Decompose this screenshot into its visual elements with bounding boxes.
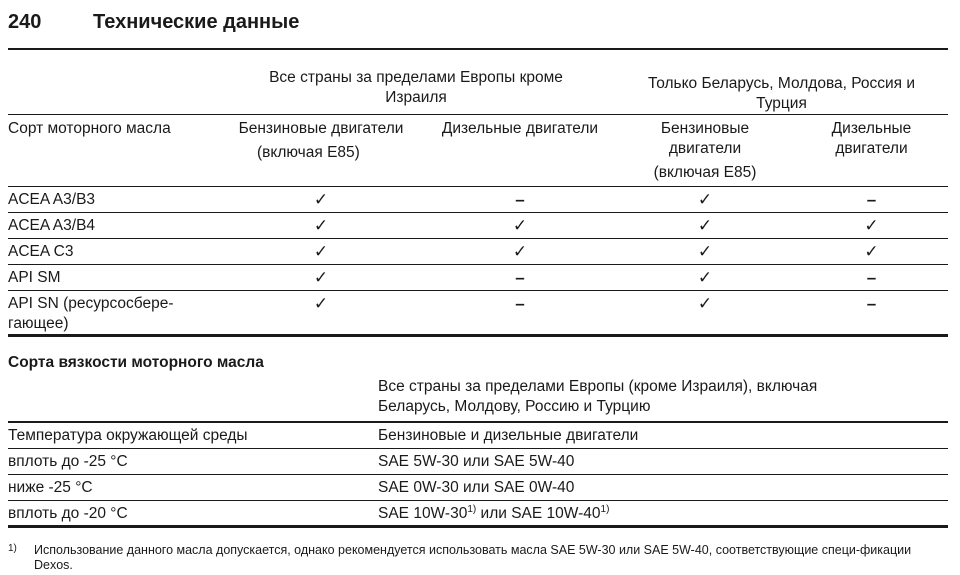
grade-separator: или xyxy=(476,504,512,522)
check-diesel-russia: ✓ xyxy=(795,213,948,239)
check-petrol-russia: ✓ xyxy=(615,291,795,336)
check-petrol-russia: ✓ xyxy=(615,187,795,213)
col-petrol-europe-note: (включая E85) xyxy=(257,144,360,161)
table-row xyxy=(8,291,948,336)
oil-grade-name: API SM xyxy=(8,265,217,291)
oil-grade-label: Сорт моторного масла xyxy=(8,115,217,187)
grade-a: SAE 5W-30 xyxy=(378,452,459,470)
oil-grade-name: ACEA C3 xyxy=(8,239,217,265)
page-title: Технические данные xyxy=(93,11,300,33)
table-row xyxy=(8,213,948,239)
col-diesel-russia xyxy=(795,115,948,187)
viscosity-column-header xyxy=(8,422,948,448)
col-diesel-europe: Дизельные двигатели xyxy=(425,115,615,187)
check-petrol-europe: ✓ xyxy=(217,265,425,291)
group-russia-text: Только Беларусь, Молдова, Россия и Турция xyxy=(647,75,916,112)
check-diesel-russia: – xyxy=(795,291,948,336)
check-petrol-europe: ✓ xyxy=(217,291,425,336)
grade-a-note: 1) xyxy=(467,503,477,515)
viscosity-group-header-cell xyxy=(378,375,948,422)
check-diesel-europe: – xyxy=(425,265,615,291)
viscosity-group-header xyxy=(8,375,948,422)
grade-b: SAE 0W-40 xyxy=(493,478,575,496)
temp-value: вплоть до -20 °C xyxy=(8,500,378,526)
viscosity-group-header-text: Все страны за пределами Европы (кроме Израиля), включая Беларусь, Молдову, Россию и Турцию xyxy=(378,378,818,415)
footnote-mark: 1) xyxy=(8,543,17,554)
group-header-russia xyxy=(615,64,948,115)
check-petrol-europe: ✓ xyxy=(217,187,425,213)
viscosity-table xyxy=(8,375,948,528)
table-row xyxy=(8,474,948,500)
group-header-europe xyxy=(217,64,615,115)
oil-grade-name: ACEA A3/B3 xyxy=(8,187,217,213)
temp-value: ниже -25 °C xyxy=(8,474,378,500)
grade-b: SAE 10W-40 xyxy=(511,504,601,522)
table-row xyxy=(8,448,948,474)
footnote xyxy=(8,543,948,573)
oil-spec-column-header xyxy=(8,115,948,187)
oil-grade-name xyxy=(8,291,217,336)
grade-a: SAE 10W-30 xyxy=(378,504,468,522)
check-diesel-russia: ✓ xyxy=(795,239,948,265)
check-petrol-russia: ✓ xyxy=(615,239,795,265)
page-number: 240 xyxy=(8,11,42,33)
check-diesel-europe: – xyxy=(425,187,615,213)
check-diesel-russia: – xyxy=(795,265,948,291)
col-ambient-temp: Температура окружающей среды xyxy=(8,422,378,448)
table-row xyxy=(8,500,948,526)
check-diesel-europe: ✓ xyxy=(425,213,615,239)
grade-a: SAE 0W-30 xyxy=(378,478,459,496)
grade-value xyxy=(378,474,948,500)
oil-grade-name-text: API SN (ресурсосбере-гающее) xyxy=(8,295,174,332)
col-petrol-europe-text: Бензиновые двигатели xyxy=(238,120,404,137)
grade-b: SAE 5W-40 xyxy=(493,452,575,470)
table-row xyxy=(8,187,948,213)
col-engines: Бензиновые и дизельные двигатели xyxy=(378,422,948,448)
temp-value: вплоть до -25 °C xyxy=(8,448,378,474)
viscosity-header-empty xyxy=(8,375,378,422)
col-petrol-russia-note: (включая E85) xyxy=(653,164,757,181)
oil-spec-group-header xyxy=(8,64,948,115)
col-petrol-europe xyxy=(217,115,425,187)
table-row xyxy=(8,239,948,265)
grade-value xyxy=(378,448,948,474)
col-diesel-russia-text: Дизельные двигатели xyxy=(831,120,912,157)
check-petrol-russia: ✓ xyxy=(615,213,795,239)
check-diesel-europe: – xyxy=(425,291,615,336)
col-petrol-russia-text: Бензиновые двигатели xyxy=(660,120,750,157)
oil-spec-table xyxy=(8,64,948,337)
group-europe-text: Все страны за пределами Европы кроме Израиля xyxy=(269,69,563,106)
check-diesel-russia: – xyxy=(795,187,948,213)
check-petrol-russia: ✓ xyxy=(615,265,795,291)
check-diesel-europe: ✓ xyxy=(425,239,615,265)
grade-separator: или xyxy=(458,452,494,470)
check-petrol-europe: ✓ xyxy=(217,213,425,239)
grade-value xyxy=(378,500,948,526)
oil-grade-name: ACEA A3/B4 xyxy=(8,213,217,239)
check-petrol-europe: ✓ xyxy=(217,239,425,265)
footnote-text: Использование данного масла допускается, однако рекомендуется использовать масла SAE 5W-30 или SAE 5W-40, соответствующие специ-фикации Dexos. xyxy=(34,543,912,572)
grade-separator: или xyxy=(458,478,494,496)
viscosity-section-title: Сорта вязкости моторного масла xyxy=(8,354,264,371)
page-header xyxy=(8,6,948,50)
col-petrol-russia xyxy=(615,115,795,187)
group-header-empty xyxy=(8,64,217,115)
grade-b-note: 1) xyxy=(600,503,610,515)
table-row xyxy=(8,265,948,291)
